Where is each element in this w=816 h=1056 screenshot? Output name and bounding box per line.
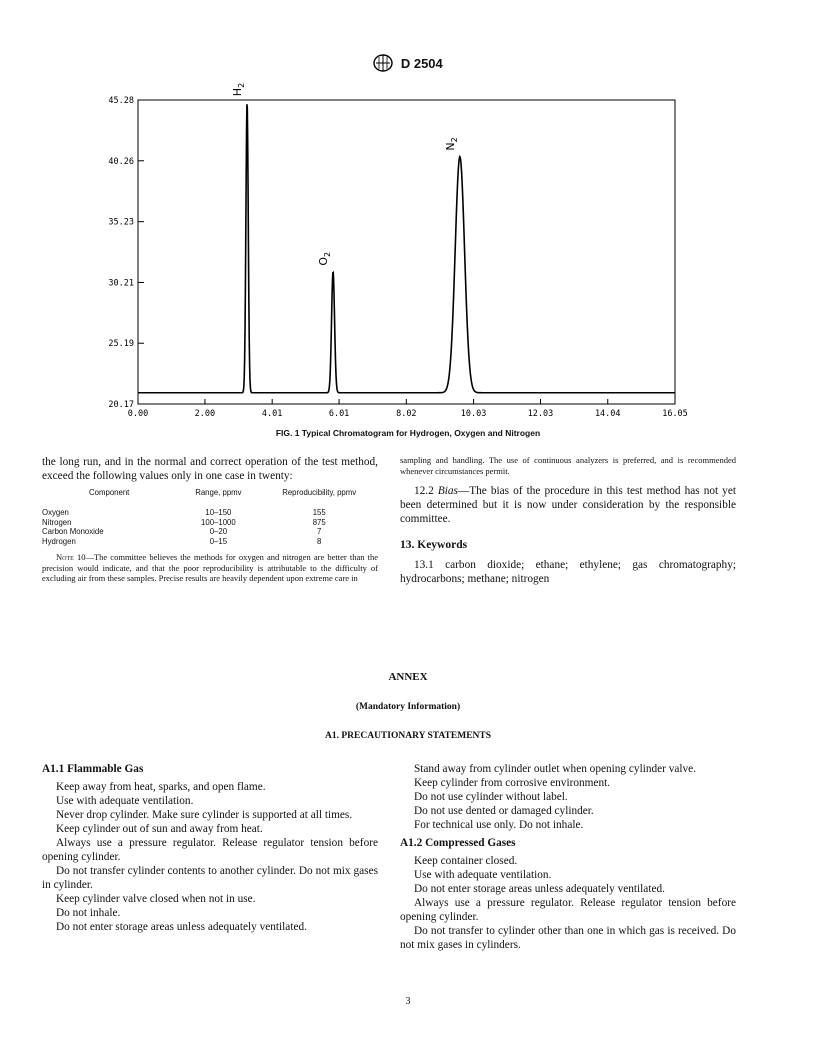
annex-left-column <box>42 762 378 934</box>
statement-item: Keep cylinder out of sun and away from heat. <box>56 823 263 835</box>
statement-item: Keep cylinder from corrosive environment. <box>414 777 611 789</box>
peak-label-n2: $N_2$ <box>443 137 459 151</box>
statement-item: Do not transfer cylinder contents to another cylinder. Do not mix gases in cylinder. <box>42 865 378 891</box>
y-tick-label: 25.19 <box>108 339 134 350</box>
statement-item: Do not inhale. <box>56 907 121 919</box>
chromatogram-trace <box>138 104 675 393</box>
cell-reproducibility: 155 <box>312 508 326 517</box>
x-tick-label: 2.00 <box>194 409 216 419</box>
col-header-range: Range, ppmv <box>195 488 242 497</box>
precision-paragraph: the long run, and in the normal and correct operation of the test method, exceed the following values only in one case in twenty: <box>42 456 378 482</box>
astm-logo-icon <box>373 54 393 75</box>
table-row <box>42 527 378 537</box>
document-header <box>0 54 816 75</box>
note-10 <box>42 552 378 584</box>
statement-item: Do not use cylinder without label. <box>414 791 568 803</box>
cell-range: 0–15 <box>209 536 228 546</box>
bias-paragraph <box>400 484 736 526</box>
statement-item: Always use a pressure regulator. Release regulator tension before opening cylinder. <box>400 897 736 923</box>
cell-reproducibility: 875 <box>312 517 326 527</box>
cell-component: Hydrogen <box>42 536 76 546</box>
figure-caption: FIG. 1 Typical Chromatogram for Hydrogen, Oxygen and Nitrogen <box>275 428 541 438</box>
cell-component: Carbon Monoxide <box>42 527 104 536</box>
bias-label: Bias <box>437 485 458 497</box>
keywords-heading: 13. Keywords <box>400 539 468 551</box>
statement-item: For technical use only. Do not inhale. <box>414 819 584 831</box>
bias-text: —The bias of the procedure in this test method has not yet been determined but it is now under consideration by the responsible committee. <box>400 485 736 525</box>
note-text: —The committee believes the methods for oxygen and nitrogen are better than the precision would indicate, and that the poor reproducibility is attributable to the difficulty of excluding air from these samples. Precise results are heavily dependent upon extreme care in <box>42 552 379 583</box>
statement-item: Keep cylinder valve closed when not in use. <box>56 893 256 905</box>
x-tick-label: 0.00 <box>127 409 149 419</box>
col-header-reproducibility: Reproducibility, ppmv <box>282 488 357 497</box>
left-column <box>42 455 378 584</box>
chromatogram-chart <box>90 82 700 428</box>
table-header-row <box>42 485 378 508</box>
x-tick-label: 8.02 <box>396 409 417 419</box>
flammable-gas-heading: A1.1 Flammable Gas <box>42 763 144 775</box>
cell-reproducibility: 8 <box>317 536 322 546</box>
page-number: 3 <box>405 996 411 1007</box>
cell-range: 10–150 <box>205 508 232 517</box>
note-label: Note 10 <box>56 552 86 562</box>
cell-component: Nitrogen <box>42 517 72 527</box>
statement-item: Do not use dented or damaged cylinder. <box>414 805 594 817</box>
x-tick-label: 16.05 <box>662 409 688 419</box>
keywords-paragraph: 13.1 carbon dioxide; ethane; ethylene; gas chromatography; hydrocarbons; methane; nitrogen <box>400 559 736 585</box>
x-tick-label: 4.01 <box>261 409 283 419</box>
table-row <box>42 537 378 547</box>
statement-item: Use with adequate ventilation. <box>414 869 552 881</box>
peak-label-h2: $H_2$ <box>231 82 247 97</box>
y-tick-label: 20.17 <box>108 400 134 410</box>
x-tick-label: 10.03 <box>460 409 487 419</box>
precautionary-section-title: A1. PRECAUTIONARY STATEMENTS <box>324 731 492 741</box>
note-10-continued: sampling and handling. The use of continuous analyzers is preferred, and is recommended whenever circumstances permit. <box>400 455 736 476</box>
document-designation: D 2504 <box>400 55 443 71</box>
statement-item: Keep away from heat, sparks, and open flame. <box>56 781 266 793</box>
cell-component: Oxygen <box>42 508 69 517</box>
plot-frame <box>138 100 675 404</box>
bias-number: 12.2 <box>414 485 434 497</box>
reproducibility-table <box>42 485 378 546</box>
statement-item: Stand away from cylinder outlet when opening cylinder valve. <box>414 763 697 775</box>
annex-title: ANNEX <box>388 671 428 683</box>
right-column <box>400 455 736 586</box>
statement-item: Do not enter storage areas unless adequately ventilated. <box>56 921 307 933</box>
annex-subtitle: (Mandatory Information) <box>355 702 461 712</box>
compressed-gases-heading: A1.2 Compressed Gases <box>400 837 516 849</box>
y-tick-label: 30.21 <box>108 278 134 289</box>
col-header-component: Component <box>89 488 130 497</box>
y-tick-label: 45.28 <box>108 96 134 106</box>
x-tick-label: 6.01 <box>328 409 350 419</box>
cell-range: 100–1000 <box>201 517 236 527</box>
statement-item: Use with adequate ventilation. <box>56 795 194 807</box>
cell-reproducibility: 7 <box>317 527 322 536</box>
table-row <box>42 508 378 518</box>
table-row <box>42 518 378 528</box>
statement-item: Keep container closed. <box>414 855 518 867</box>
statement-item: Always use a pressure regulator. Release regulator tension before opening cylinder. <box>42 837 378 863</box>
annex-right-column <box>400 762 736 952</box>
statement-item: Never drop cylinder. Make sure cylinder is supported at all times. <box>56 809 353 821</box>
y-tick-label: 40.26 <box>108 156 134 167</box>
y-tick-label: 35.23 <box>108 217 134 228</box>
cell-range: 0–20 <box>209 527 228 536</box>
x-tick-label: 14.04 <box>594 409 621 419</box>
peak-label-o2: $O_2$ <box>317 251 333 266</box>
statement-item: Do not enter storage areas unless adequately ventilated. <box>414 883 665 895</box>
statement-item: Do not transfer to cylinder other than one in which gas is received. Do not mix gases in cylinders. <box>400 925 736 951</box>
x-tick-label: 12.03 <box>527 409 554 419</box>
